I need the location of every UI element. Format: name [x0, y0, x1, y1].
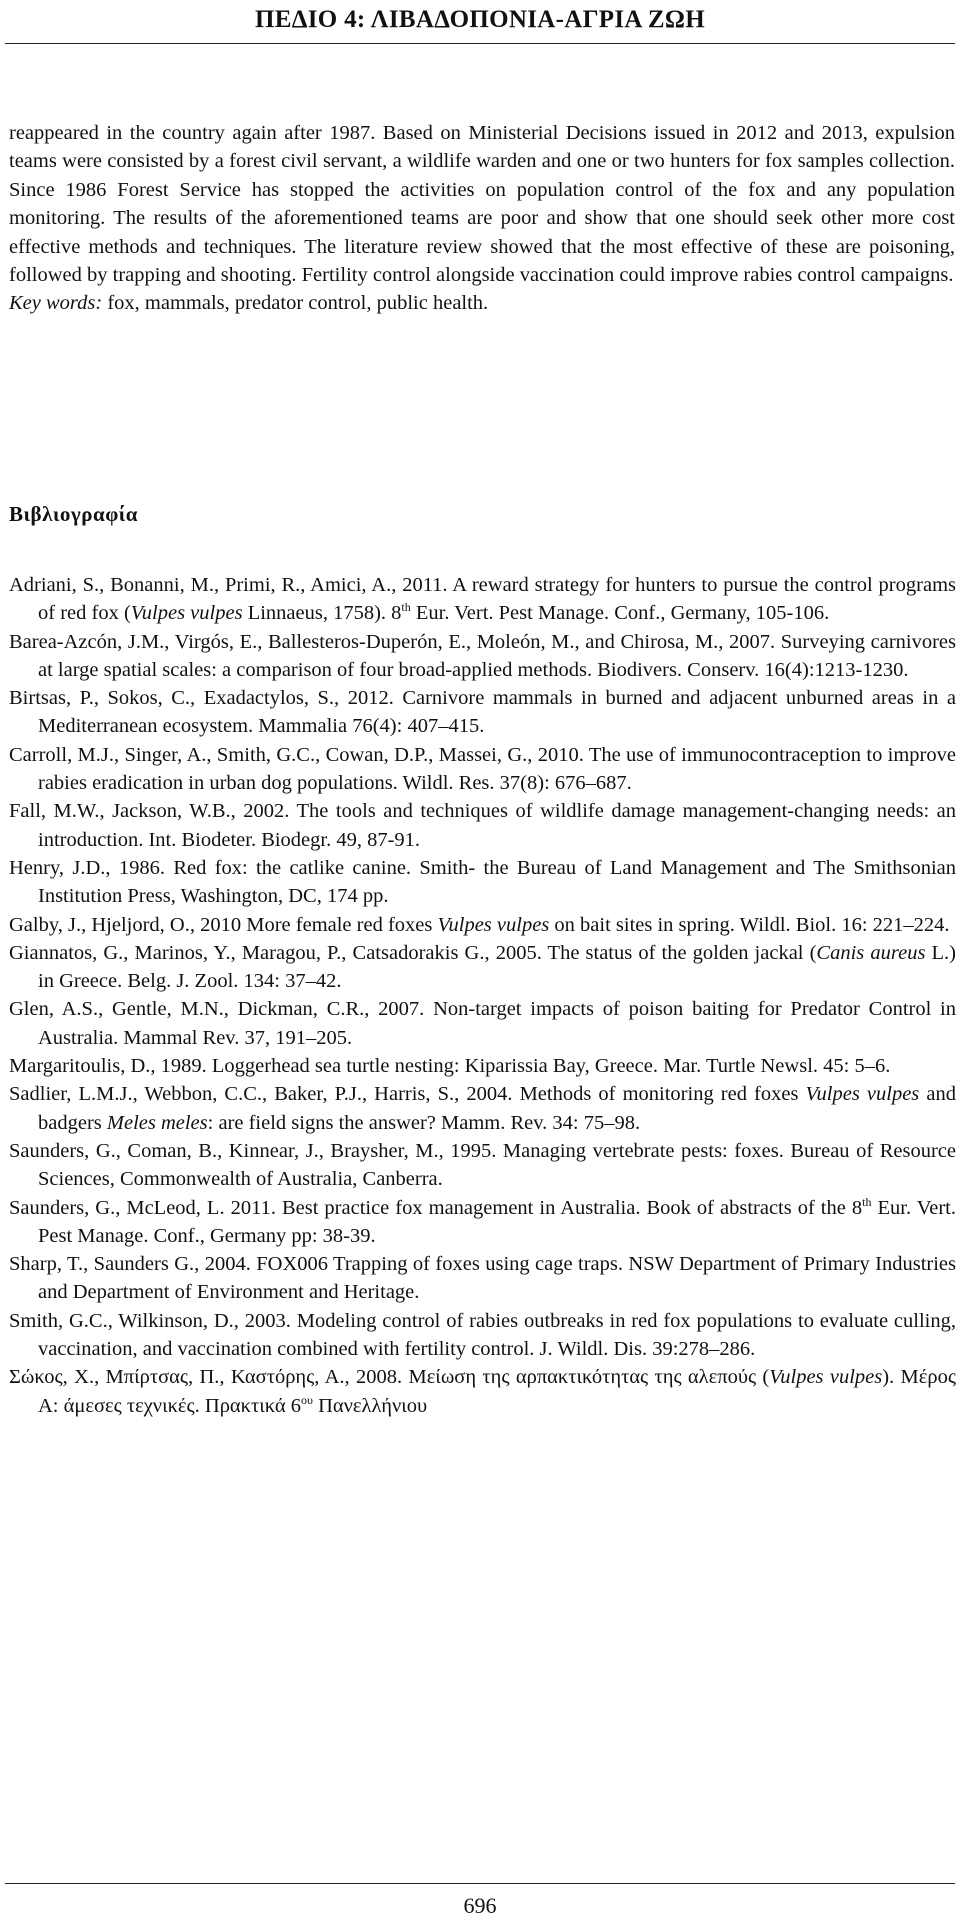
reference-text: Sadlier, L.M.J., Webbon, C.C., Baker, P.J., Harris, S., 2004. Methods of monitoring red foxes [9, 1083, 806, 1106]
reference-text: Sharp, T., Saunders G., 2004. FOX006 Trapping of foxes using cage traps. NSW Department of Primary Industries and Department of Environment and Heritage. [9, 1253, 956, 1304]
reference-text: Πανελλήνιου [312, 1394, 428, 1417]
reference-text: Carroll, M.J., Singer, A., Smith, G.C., Cowan, D.P., Massei, G., 2010. The use of immunocontraception to improve rabies eradication in urban dog populations. Wildl. Res. 37(8): 676–687. [9, 743, 956, 795]
reference-item [9, 1137, 956, 1194]
reference-text: Birtsas, P., Sokos, C., Exadactylos, S., 2012. Carnivore mammals in burned and adjacent unburned areas in a Mediterranean ecosystem. Mammalia 76(4): 407–415. [9, 687, 956, 738]
reference-text: : are field signs the answer? Mamm. Rev. 34: 75–98. [207, 1111, 641, 1134]
reference-item [9, 1052, 956, 1080]
reference-item [9, 939, 956, 996]
keywords-label: Key words: [9, 292, 103, 315]
reference-text: Giannatos, G., Marinos, Y., Maragou, P., Catsadorakis G., 2005. The status of the golden jackal ( [9, 941, 817, 964]
ordinal-superscript: th [862, 1194, 872, 1209]
species-name: Canis aureus [816, 941, 926, 964]
reference-item [9, 741, 956, 798]
reference-item [9, 1250, 956, 1307]
reference-item [9, 628, 956, 685]
reference-item [9, 797, 956, 854]
species-name: Vulpes vulpes [769, 1366, 883, 1389]
reference-text: Galby, J., Hjeljord, O., 2010 More female red foxes [9, 913, 438, 936]
footer-divider [5, 1883, 955, 1884]
reference-item [9, 995, 956, 1052]
bibliography-heading: Βιβλιογραφία [9, 502, 139, 526]
abstract-section [9, 119, 955, 318]
reference-text: Saunders, G., Coman, B., Kinnear, J., Braysher, M., 1995. Managing vertebrate pests: foxes. Bureau of Resource Sciences, Commonwealth of Australia, Canberra. [9, 1139, 956, 1191]
reference-text: Margaritoulis, D., 1989. Loggerhead sea turtle nesting: Kiparissia Bay, Greece. Mar. Turtle Newsl. 45: 5–6. [9, 1055, 891, 1078]
reference-item [9, 1363, 956, 1420]
abstract-text [9, 119, 955, 318]
reference-text: Fall, M.W., Jackson, W.B., 2002. The tools and techniques of wildlife damage management-changing needs: an introduction. Int. Biodeter. Biodegr. 49, 87-91. [9, 800, 956, 851]
reference-text: Linnaeus, 1758). 8 [242, 602, 402, 625]
reference-item [9, 1194, 956, 1251]
reference-item [9, 1080, 956, 1137]
reference-item [9, 854, 956, 911]
reference-text: ). Μέρος Α: άμεσες τεχνικές. Πρακτικά 6 [38, 1366, 956, 1417]
header-divider [5, 43, 955, 44]
running-header: ΠΕΔΙΟ 4: ΛΙΒΑΔΟΠΟΝΙΑ-ΑΓΡΙΑ ΖΩΗ [255, 6, 705, 33]
species-name: Vulpes vulpes [805, 1083, 920, 1106]
reference-text: Smith, G.C., Wilkinson, D., 2003. Modeling control of rabies outbreaks in red fox populations to evaluate culling, vaccination, and vaccination combined with fertility control. J. Wildl. Dis. 39:278–286. [9, 1309, 956, 1361]
ordinal-superscript: ου [301, 1392, 313, 1407]
ordinal-superscript: th [401, 600, 411, 615]
reference-text: Σώκος, Χ., Μπίρτσας, Π., Καστόρης, Α., 2008. Μείωση της αρπακτικότητας της αλεπούς ( [9, 1366, 770, 1389]
page-number: 696 [463, 1893, 497, 1918]
reference-text: Glen, A.S., Gentle, M.N., Dickman, C.R., 2007. Non-target impacts of poison baiting for Predator Control in Australia. Mammal Rev. 37, 191–205. [9, 998, 956, 1049]
reference-item [9, 911, 956, 939]
reference-text: L.) in Greece. Belg. J. Zool. 134: 37–42. [38, 941, 956, 993]
reference-item [9, 684, 956, 741]
reference-item [9, 571, 956, 628]
species-name: Vulpes vulpes [437, 913, 550, 936]
reference-item [9, 1307, 956, 1364]
reference-text: Eur. Vert. Pest Manage. Conf., Germany pp: 38-39. [38, 1196, 956, 1247]
species-name: Meles meles [106, 1111, 208, 1134]
reference-text: on bait sites in spring. Wildl. Biol. 16: 221–224. [549, 913, 950, 936]
reference-text: Eur. Vert. Pest Manage. Conf., Germany, 105-106. [410, 602, 830, 625]
abstract-body: reappeared in the country again after 1987. Based on Ministerial Decisions issued in 2012 and 2013, expulsion teams were consisted by a forest civil servant, a wildlife warden and one or two hunters for fox samples collection. Since 1986 Forest Service has stopped the activities on population control of the fox and any population monitoring. The results of the aforementioned teams are poor and show that one should seek other more cost effective methods and techniques. The literature review showed that the most effective of these are poisoning, followed by trapping and shooting. Fertility control alongside vaccination could improve rabies control campaigns. [9, 122, 955, 287]
reference-list [9, 571, 956, 1420]
reference-text: Adriani, S., Bonanni, M., Primi, R., Amici, A., 2011. A reward strategy for hunters to pursue the control programs of red fox ( [9, 574, 956, 625]
keywords-text: fox, mammals, predator control, public health. [102, 292, 489, 315]
reference-text: and badgers [38, 1083, 956, 1134]
reference-text: Barea-Azcón, J.M., Virgós, E., Ballesteros-Duperón, E., Moleón, M., and Chirosa, M., 2007. Surveying carnivores at large spatial scales: a comparison of four broad-applied methods. Biodivers. Conserv. 16(4):1213-1230. [9, 630, 956, 681]
reference-text: Henry, J.D., 1986. Red fox: the catlike canine. Smith- the Bureau of Land Management and The Smithsonian Institution Press, Washington, DC, 174 pp. [9, 856, 956, 908]
reference-text: Saunders, G., McLeod, L. 2011. Best practice fox management in Australia. Book of abstracts of the 8 [9, 1196, 863, 1219]
species-name: Vulpes vulpes [130, 602, 243, 625]
